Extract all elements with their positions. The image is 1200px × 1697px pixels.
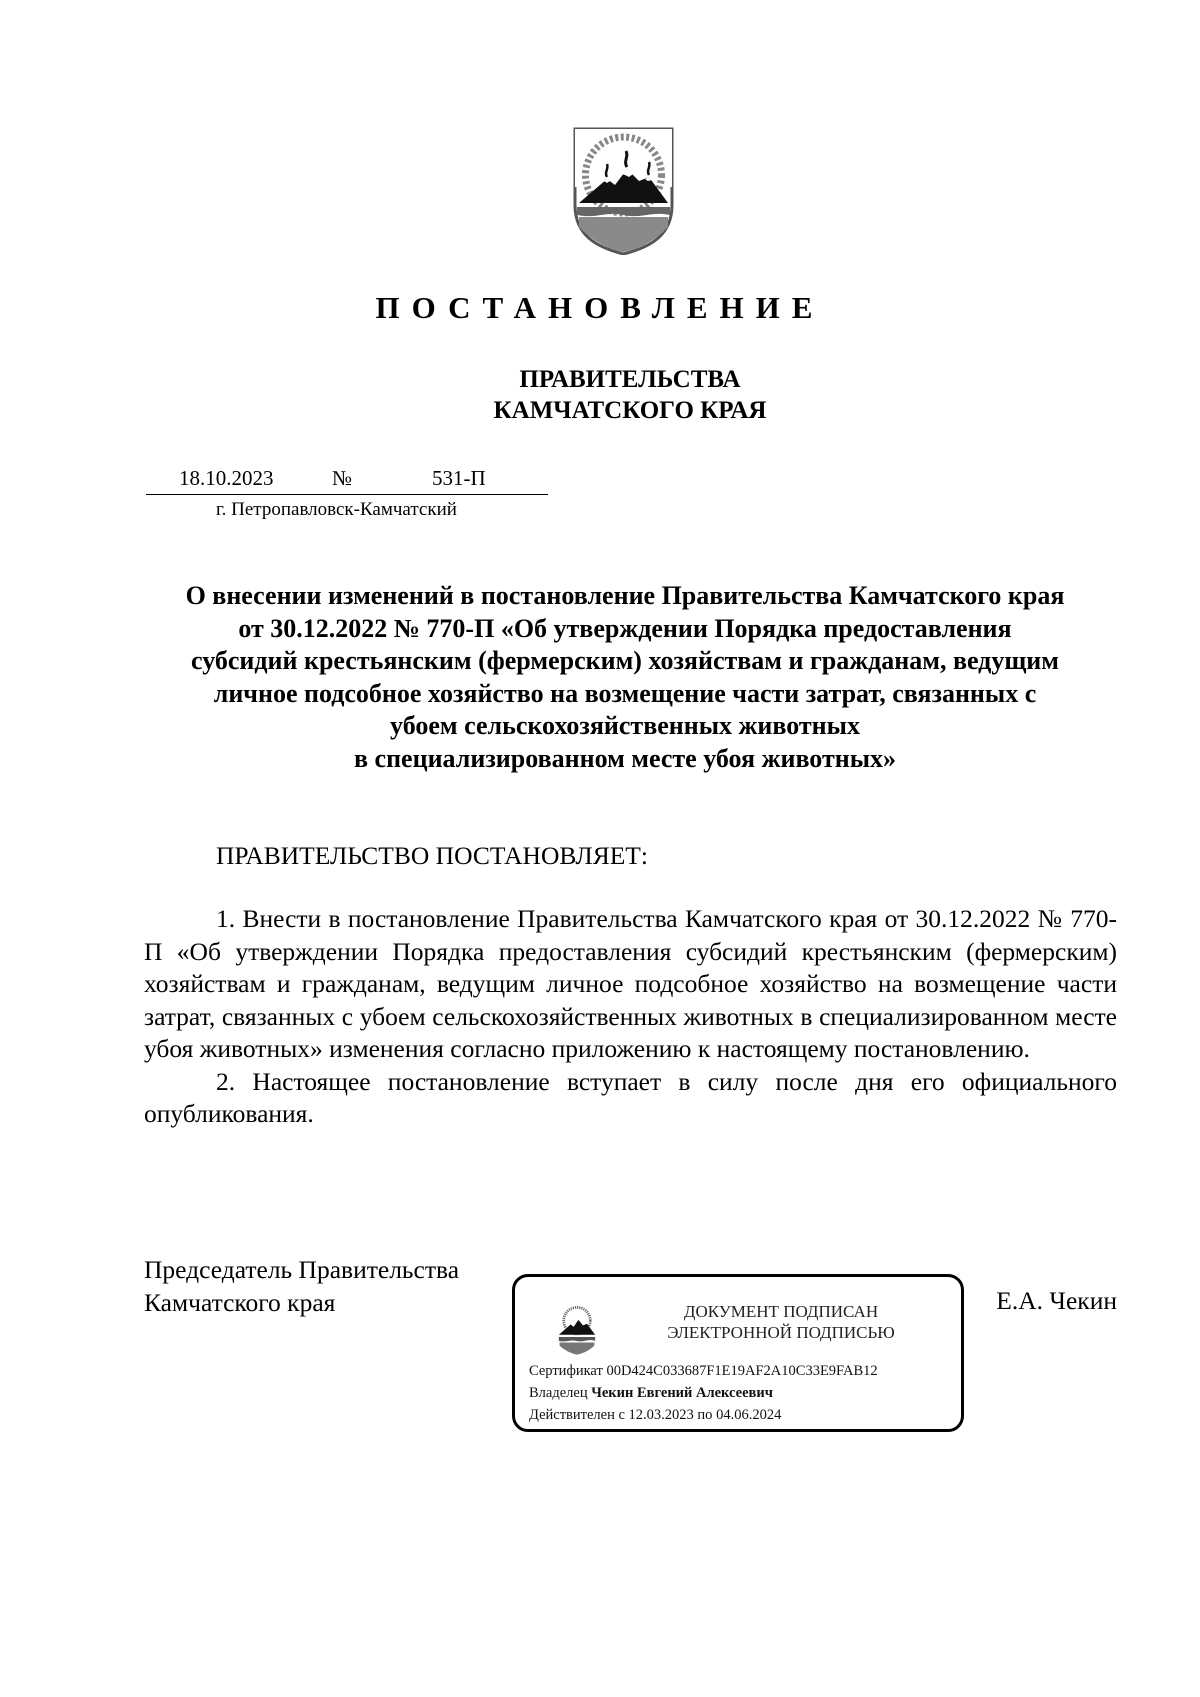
position-line-1: Председатель Правительства: [144, 1255, 460, 1284]
decree-heading: ПРАВИТЕЛЬСТВО ПОСТАНОВЛЯЕТ:: [216, 841, 648, 870]
certificate-value: 00D424C033687F1E19AF2A10C33E9FAB12: [606, 1363, 878, 1379]
position-line-2: Камчатского края: [144, 1287, 336, 1317]
certificate-line: [529, 1363, 878, 1380]
owner-label: Владелец: [529, 1385, 588, 1401]
subject-line: от 30.12.2022 № 770-П «Об утверждении Порядка предоставления: [238, 613, 1012, 643]
number-sign: №: [332, 466, 353, 490]
document-date: 18.10.2023: [179, 466, 274, 490]
date-number-row: [146, 466, 548, 495]
subject-line: О внесении изменений в постановление Правительства Камчатского края: [185, 581, 1065, 610]
signatory-position: [144, 1254, 459, 1319]
issuing-authority: [0, 364, 1200, 426]
validity-line: [529, 1407, 781, 1424]
subject-line: личное подсобное хозяйство на возмещение части затрат, связанных с: [213, 678, 1037, 708]
document-subject: [130, 580, 1120, 775]
signatory-name: Е.А. Чекин: [996, 1286, 1117, 1315]
stamp-heading-line-1: ДОКУМЕНТ ПОДПИСАН: [683, 1302, 879, 1321]
subject-line: в специализированном месте убоя животных»: [353, 743, 897, 773]
authority-line-2: КАМЧАТСКОГО КРАЯ: [493, 397, 767, 424]
authority-line-1: ПРАВИТЕЛЬСТВА: [519, 366, 741, 393]
subject-line: субсидий крестьянским (фермерским) хозяйствам и гражданам, ведущим: [191, 646, 1059, 675]
valid-from-value: 12.03.2023: [628, 1407, 694, 1423]
paragraph-1: 1. Внести в постановление Правительства Камчатского края от 30.12.2022 № 770-П «Об утверждении Порядка предоставления субсидий крестьянским (фермерским) хозяйствам и гражданам, ведущим личное подсобное хозяйство на возмещение части затрат, связанных с убоем сельскохозяйственных животных в специализированном месте убоя животных» изменения согласно приложению к настоящему постановлению.: [144, 904, 1117, 1063]
paragraph-2: 2. Настоящее постановление вступает в силу после дня его официального опубликования.: [144, 1066, 1117, 1128]
document-body: [144, 903, 1117, 1131]
kamchatka-coat-of-arms-icon: [555, 1305, 599, 1355]
valid-to-value: 04.06.2024: [716, 1407, 782, 1423]
document-city: г. Петропавловск-Камчатский: [216, 499, 457, 520]
stamp-heading: [631, 1301, 931, 1343]
valid-from-label: Действителен с: [529, 1407, 625, 1423]
document-number: 531-П: [432, 466, 486, 490]
valid-to-label: по: [697, 1407, 713, 1423]
certificate-label: Сертификат: [529, 1363, 603, 1379]
document-title: ПОСТАНОВЛЕНИЕ: [375, 290, 825, 325]
electronic-signature-stamp: [512, 1274, 964, 1432]
owner-line: [529, 1385, 773, 1402]
kamchatka-coat-of-arms-icon: [571, 127, 676, 255]
owner-value: Чекин Евгений Алексеевич: [591, 1385, 773, 1401]
subject-line: убоем сельскохозяйственных животных: [390, 711, 860, 740]
stamp-heading-line-2: ЭЛЕКТРОННОЙ ПОДПИСЬЮ: [667, 1323, 895, 1342]
